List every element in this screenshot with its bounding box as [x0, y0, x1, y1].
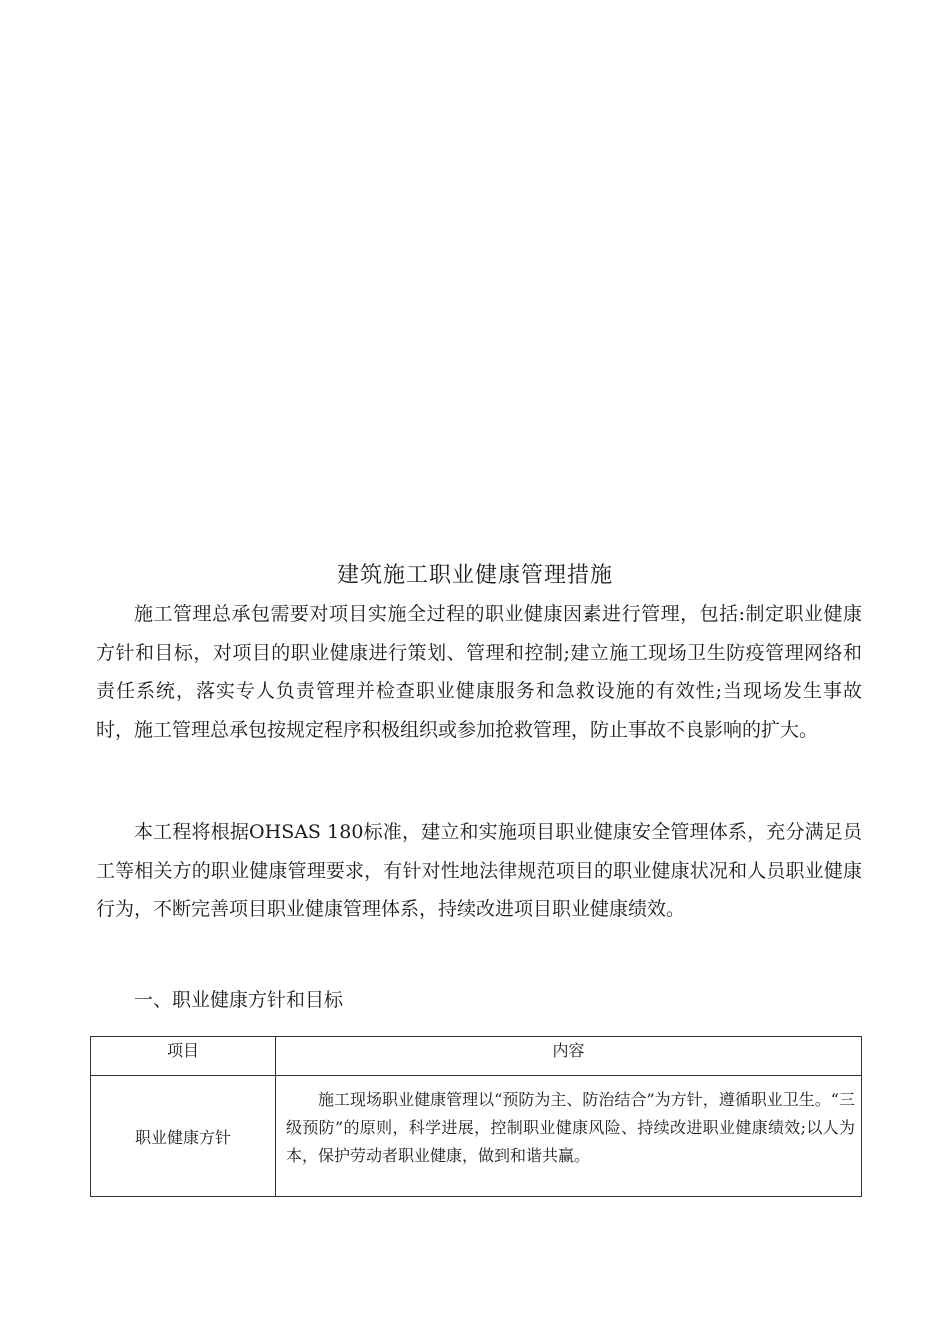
paragraph-standard: 本工程将根据OHSAS 180标准，建立和实施项目职业健康安全管理体系，充分满足员工等相关方的职业健康管理要求，有针对性地法律规范项目的职业健康状况和人员职业健康行为，不断完善项目职业健康管理体系，持续改进项目职业健康绩效。	[96, 821, 862, 920]
policy-table	[90, 1036, 862, 1197]
table-header-row	[91, 1037, 862, 1076]
table-header-item: 项目	[91, 1037, 276, 1076]
table-cell-content: 施工现场职业健康管理以“预防为主、防治结合”为方针，遵循职业卫生。“三级预防”的原则，科学进展，控制职业健康风险、持续改进职业健康绩效;以人为本，保护劳动者职业健康，做到和谐共赢。	[276, 1076, 862, 1197]
table-cell-item: 职业健康方针	[91, 1076, 276, 1197]
paragraph-intro: 施工管理总承包需要对项目实施全过程的职业健康因素进行管理，包括:制定职业健康方针和目标，对项目的职业健康进行策划、管理和控制;建立施工现场卫生防疫管理网络和责任系统，落实专人负责管理并检查职业健康服务和急救设施的有效性;当现场发生事故时，施工管理总承包按规定程序积极组织或参加抢救管理，防止事故不良影响的扩大。	[96, 603, 862, 741]
table-row	[91, 1076, 862, 1197]
section-heading: 一、职业健康方针和目标	[134, 989, 344, 1011]
document-title: 建筑施工职业健康管理措施	[336, 563, 613, 588]
table-header-content: 内容	[276, 1037, 862, 1076]
